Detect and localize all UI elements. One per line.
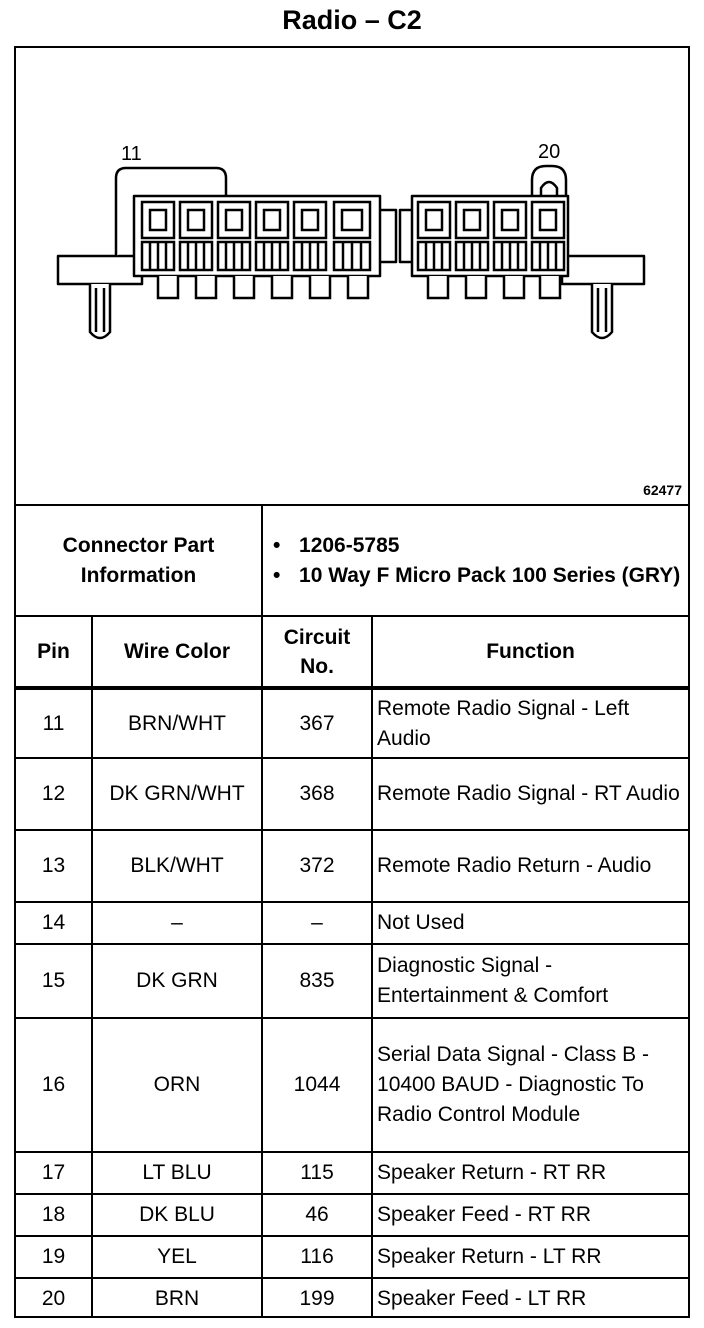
left-flange <box>58 256 142 284</box>
wire-color-cell: LT BLU <box>92 1152 262 1194</box>
connector-info-item: • 10 Way F Micro Pack 100 Series (GRY) <box>299 561 684 591</box>
table-row <box>16 944 688 1018</box>
pin-cell: 17 <box>16 1152 92 1194</box>
table-row <box>16 1278 688 1318</box>
connector-teeth <box>158 276 560 298</box>
connector-info-row <box>16 506 688 616</box>
pin-cell: 11 <box>16 688 92 758</box>
table-row <box>16 1194 688 1236</box>
wire-color-cell: ORN <box>92 1018 262 1152</box>
wire-color-cell: DK GRN/WHT <box>92 758 262 830</box>
connector-drawing <box>16 48 688 504</box>
function-cell: Remote Radio Signal - Left Audio <box>372 688 688 758</box>
pin-cell: 16 <box>16 1018 92 1152</box>
circuit-cell: 367 <box>262 688 372 758</box>
circuit-cell: 1044 <box>262 1018 372 1152</box>
right-flange <box>562 256 644 284</box>
circuit-cell: 368 <box>262 758 372 830</box>
connector-diagram <box>16 48 688 506</box>
pin-cell: 18 <box>16 1194 92 1236</box>
pinout-table <box>16 506 688 1318</box>
circuit-cell: 835 <box>262 944 372 1018</box>
table-row <box>16 1236 688 1278</box>
function-cell: Speaker Return - LT RR <box>372 1236 688 1278</box>
pin-label-left: 11 <box>121 143 142 165</box>
pin-cell: 19 <box>16 1236 92 1278</box>
col-header-wire-color: Wire Color <box>92 616 262 688</box>
wire-color-cell: DK GRN <box>92 944 262 1018</box>
function-cell: Speaker Return - RT RR <box>372 1152 688 1194</box>
wire-color-cell: BLK/WHT <box>92 830 262 902</box>
connector-info-label: Connector Part Information <box>16 506 262 616</box>
wire-color-cell: DK BLU <box>92 1194 262 1236</box>
function-cell: Remote Radio Signal - RT Audio <box>372 758 688 830</box>
wire-color-cell: BRN <box>92 1278 262 1318</box>
circuit-cell: 115 <box>262 1152 372 1194</box>
col-header-function: Function <box>372 616 688 688</box>
pin-cell: 20 <box>16 1278 92 1318</box>
table-row <box>16 1018 688 1152</box>
circuit-cell: 199 <box>262 1278 372 1318</box>
table-row <box>16 688 688 758</box>
table-row <box>16 758 688 830</box>
table-row <box>16 1152 688 1194</box>
col-header-circuit-no: Circuit No. <box>262 616 372 688</box>
function-cell: Speaker Feed - LT RR <box>372 1278 688 1318</box>
table-row <box>16 830 688 902</box>
page-title: Radio – C2 <box>282 5 422 35</box>
pin-label-right: 20 <box>538 141 561 163</box>
pin-cell: 15 <box>16 944 92 1018</box>
column-header-row <box>16 616 688 688</box>
figure-id: 62477 <box>643 482 682 498</box>
circuit-cell: 372 <box>262 830 372 902</box>
function-cell: Remote Radio Return - Audio <box>372 830 688 902</box>
circuit-cell: 116 <box>262 1236 372 1278</box>
connector-info-item: • 1206-5785 <box>299 531 684 561</box>
connector-sheet <box>14 46 690 1318</box>
pin-cell: 12 <box>16 758 92 830</box>
table-row <box>16 902 688 944</box>
pin-cell: 14 <box>16 902 92 944</box>
function-cell: Not Used <box>372 902 688 944</box>
circuit-cell: 46 <box>262 1194 372 1236</box>
wire-color-cell: BRN/WHT <box>92 688 262 758</box>
function-cell: Serial Data Signal - Class B - 10400 BAUD - Diagnostic To Radio Control Module <box>372 1018 688 1152</box>
function-cell: Speaker Feed - RT RR <box>372 1194 688 1236</box>
connector-info-list <box>262 506 688 616</box>
function-cell: Diagnostic Signal - Entertainment & Comfort <box>372 944 688 1018</box>
wire-color-cell: – <box>92 902 262 944</box>
pin-cell: 13 <box>16 830 92 902</box>
col-header-pin: Pin <box>16 616 92 688</box>
circuit-cell: – <box>262 902 372 944</box>
wire-color-cell: YEL <box>92 1236 262 1278</box>
